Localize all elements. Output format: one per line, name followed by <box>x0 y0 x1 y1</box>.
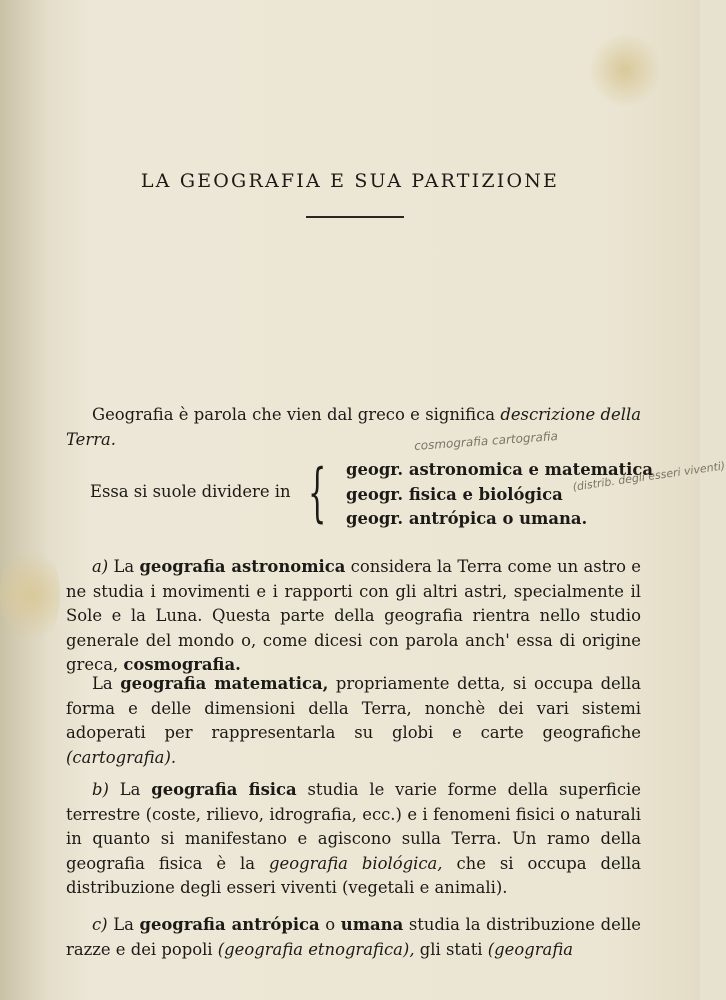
division-item: geogr. fisica e biológica <box>346 484 563 504</box>
handwritten-annotation: (distrib. degli esseri viventi) <box>571 459 726 494</box>
section-b-paragraph: b) La geografia fisica studia le varie forme della superficie terrestre (coste, rilievo, idrografia, ecc.) e i fenomeni fisici o naturali in quanto si manifestano e agiscono sulla Terra. Un ramo della geografia fisica è la geografia biológica, che si occupa della distribuzione degli esseri viventi (vegetali e animali). <box>66 780 641 897</box>
division-item: geogr. astronomica e matematica <box>346 460 653 479</box>
page-stain <box>0 540 60 650</box>
page-spine-shadow <box>0 0 48 1000</box>
page-stain <box>590 30 660 110</box>
chapter-title: LA GEOGRAFIA E SUA PARTIZIONE <box>140 170 560 192</box>
section-a-paragraph: a) La geografia astronomica considera la Terra come un astro e ne studia i movimenti e i rapporti con gli altri astri, specialmente il Sole e la Luna. Questa parte della geografia rientra nello studio generale del mondo o, come dicesi con parola anch' essa di origine greca, cosmografia. <box>66 557 641 674</box>
division-list <box>346 458 653 532</box>
division-block <box>90 456 653 532</box>
brace-icon: { <box>308 456 327 530</box>
handwritten-annotation: cosmografia cartografia <box>413 428 559 454</box>
division-lead: Essa si suole dividere in <box>90 482 291 501</box>
section-c-paragraph: c) La geografia antrópica o umana studia la distribuzione delle razze e dei popoli (geografia etnografica), gli stati (geografia <box>66 915 642 959</box>
intro-paragraph: Geografia è parola che vien dal greco e significa descrizione della Terra. <box>66 405 641 449</box>
section-a2-paragraph: La geografia matematica, propriamente detta, si occupa della forma e delle dimensioni della Terra, nonchè dei vari sistemi adoperati per rappresentarla su globi e carte geografiche (cartografia). <box>66 674 642 767</box>
title-rule <box>306 216 404 218</box>
division-item: geogr. antrópica o umana. <box>346 509 588 528</box>
